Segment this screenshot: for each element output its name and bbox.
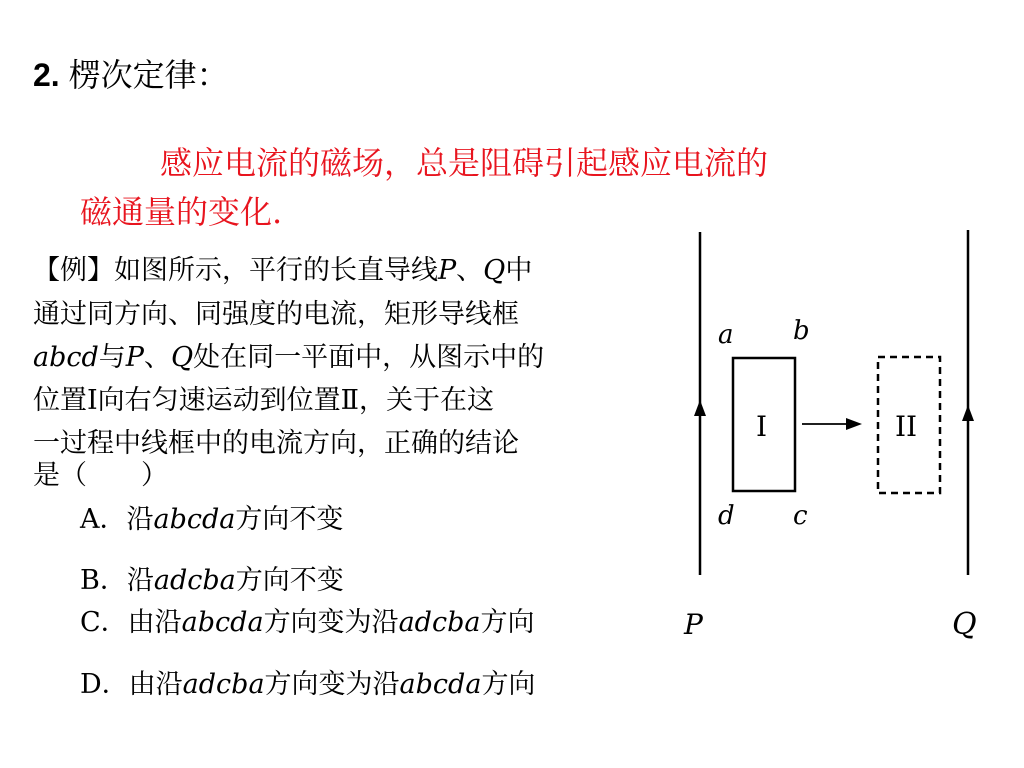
option-c[interactable]: C．由沿abcda方向变为沿adcba方向 — [80, 607, 535, 638]
separator: 、 — [456, 255, 484, 286]
example-text: 处在同一平面中，从图示中的 — [193, 342, 545, 373]
label-c: c — [793, 501, 808, 531]
var-q: Q — [170, 342, 194, 373]
example-text: 与 — [98, 342, 126, 373]
label-position-1: I — [756, 410, 768, 443]
var-abcda: abcda — [153, 504, 236, 535]
section-number: 2. — [33, 57, 60, 93]
example-text: 中 — [505, 255, 533, 286]
wire-p-arrow-icon — [694, 400, 706, 416]
wire-q-arrow-icon — [962, 405, 974, 421]
example-text: 【例】如图所示，平行的长直导线 — [33, 255, 438, 286]
label-position-2: II — [895, 410, 918, 443]
law-statement-line-1: 感应电流的磁场，总是阻碍引起感应电流的 — [160, 144, 769, 182]
law-statement-line-2: 磁通量的变化. — [80, 193, 283, 231]
var-p: P — [438, 255, 457, 286]
motion-arrow-icon — [846, 418, 862, 430]
var-adcba: adcba — [153, 565, 236, 596]
section-title: 楞次定律： — [68, 57, 229, 93]
option-d[interactable]: D．由沿adcba方向变为沿abcda方向 — [80, 669, 536, 700]
label-b: b — [793, 316, 810, 346]
var-abcd: abcd — [33, 342, 99, 373]
label-q: Q — [952, 607, 977, 642]
label-p: P — [684, 608, 703, 641]
label-d: d — [718, 501, 735, 531]
var-q: Q — [483, 255, 506, 286]
option-b[interactable]: B．沿adcba方向不变 — [80, 565, 344, 596]
label-a: a — [718, 320, 734, 350]
example-line-2: 通过同方向、同强度的电流，矩形导线框 — [33, 299, 519, 330]
example-line-4: 位置I向右匀速运动到位置Ⅱ，关于在这 — [33, 385, 495, 416]
example-line-5: 一过程中线框中的电流方向，正确的结论 — [33, 428, 519, 459]
example-line-6: 是（ ） — [33, 460, 168, 491]
separator: 、 — [143, 342, 171, 373]
var-p: P — [125, 342, 144, 373]
option-a[interactable]: A．沿abcda方向不变 — [80, 504, 344, 535]
